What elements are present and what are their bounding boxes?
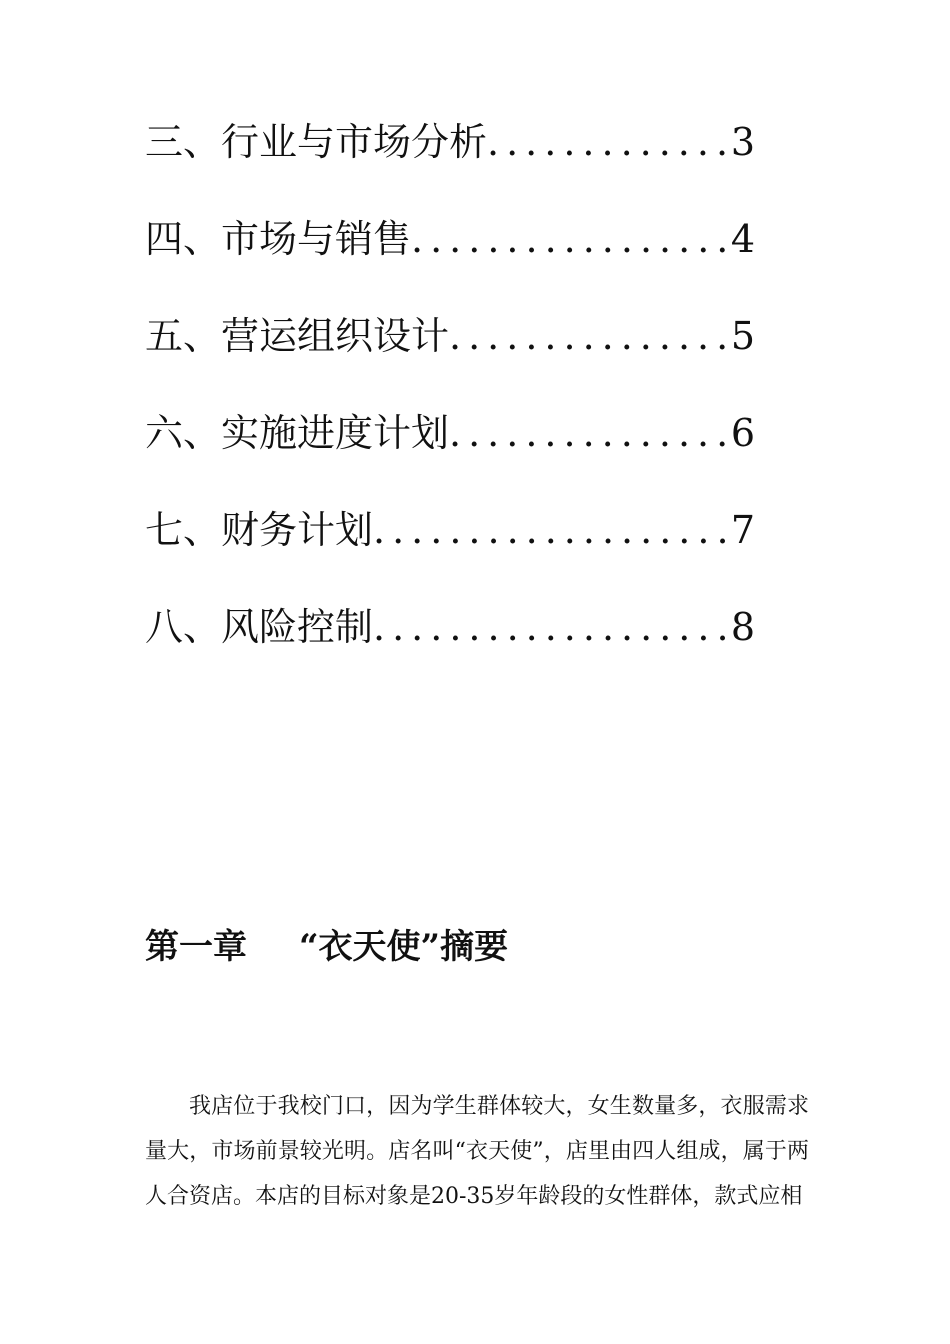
toc-entry-page: 3 — [730, 120, 755, 164]
toc-leader-dots — [449, 403, 729, 463]
toc-entry-title: 六、实施进度计划 — [145, 411, 450, 455]
chapter-number: 第一章 — [145, 927, 247, 967]
toc-entry-page: 5 — [730, 314, 755, 358]
toc-entry-title: 八、风险控制 — [145, 605, 374, 649]
toc-leader-dots — [487, 112, 729, 172]
toc-entry[interactable] — [145, 112, 755, 209]
toc-entry[interactable] — [145, 597, 755, 694]
toc-leader-dots — [411, 209, 729, 269]
toc-entry-page: 7 — [730, 508, 755, 552]
toc-entry-title: 三、行业与市场分析 — [145, 120, 488, 164]
body-paragraph: 我店位于我校门口，因为学生群体较大，女生数量多，衣服需求量大，市场前景较光明。店名叫“衣天使”，店里由四人组成，属于两人合资店。本店的目标对象是20-35岁年龄段的女性群体，款式应相 — [145, 1094, 809, 1209]
toc-entry[interactable] — [145, 500, 755, 597]
toc-leader-dots — [449, 306, 729, 366]
table-of-contents — [145, 112, 755, 694]
toc-entry-title: 五、营运组织设计 — [145, 314, 450, 358]
toc-entry-page: 8 — [730, 605, 755, 649]
toc-entry-title: 七、财务计划 — [145, 508, 374, 552]
toc-entry[interactable] — [145, 403, 755, 500]
toc-entry[interactable] — [145, 209, 755, 306]
toc-entry-page: 6 — [730, 411, 755, 455]
toc-leader-dots — [373, 597, 729, 657]
toc-entry[interactable] — [145, 306, 755, 403]
chapter-heading — [145, 920, 508, 974]
chapter-title: “衣天使”摘要 — [299, 927, 509, 967]
toc-entry-title: 四、市场与销售 — [145, 217, 412, 261]
toc-leader-dots — [373, 500, 729, 560]
toc-entry-page: 4 — [730, 217, 755, 261]
